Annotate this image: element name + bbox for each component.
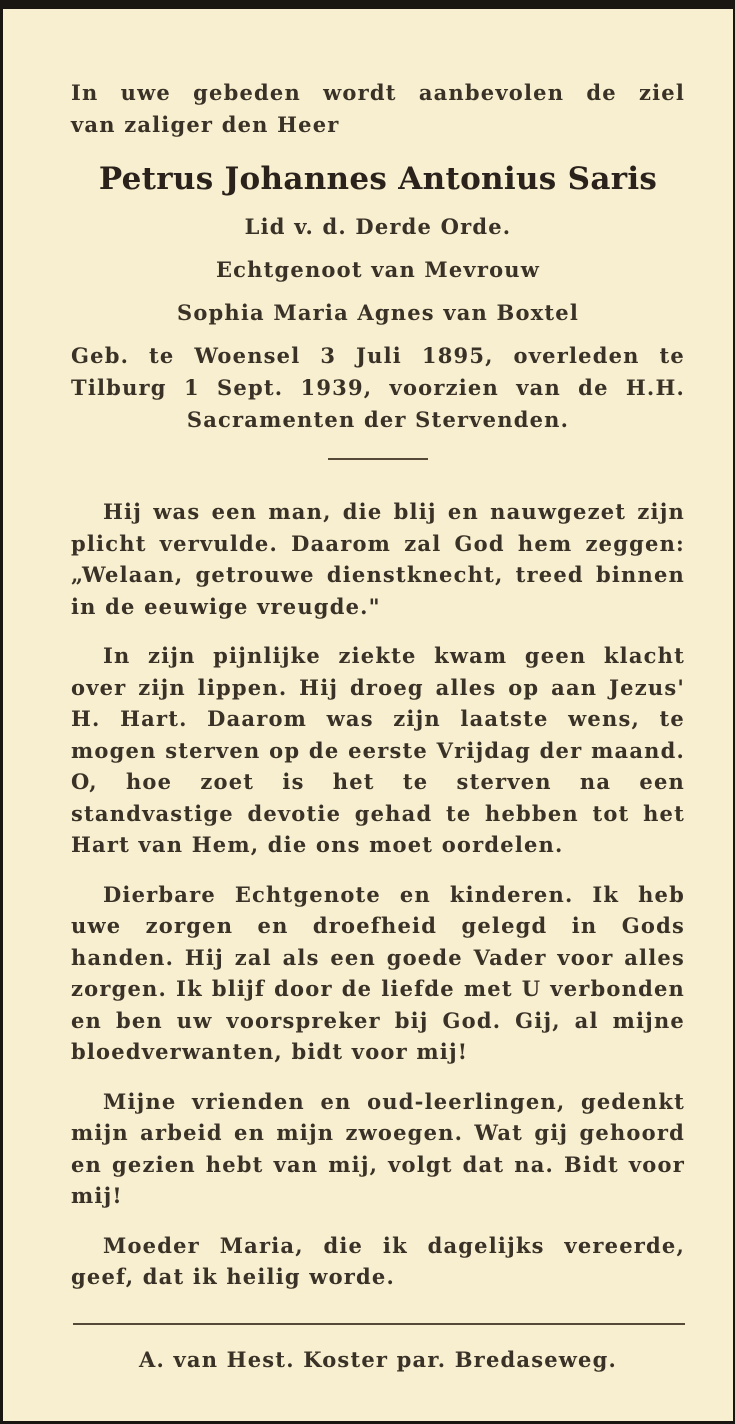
paragraph-4: Mijne vrienden en oud-leerlingen, gedenkt mijn arbeid en mijn zwoegen. Wat gij gehoord en gezien hebt van mij, volgt dat na. Bidt voor mij! xyxy=(71,1088,685,1208)
deceased-name: Petrus Johannes Antonius Saris xyxy=(98,161,658,197)
spouse-name: Sophia Maria Agnes van Boxtel xyxy=(176,300,580,325)
memorial-card xyxy=(3,9,733,1421)
intro-line-1: In uwe gebeden wordt aanbevolen de ziel xyxy=(71,80,685,105)
paragraph-5: Moeder Maria, die ik dagelijks vereerde, geef, dat ik heilig worde. xyxy=(71,1232,685,1289)
spouse-label: Echtgenoot van Mevrouw xyxy=(215,257,541,282)
printer-credit: A. van Hest. Koster par. Bredaseweg. xyxy=(138,1346,618,1372)
birth-death-text: Geb. te Woensel 3 Juli 1895, overleden te Tilburg 1 Sept. 1939, voorzien van de H.H. Sacramenten der Stervenden. xyxy=(71,343,685,432)
footer-divider xyxy=(73,1323,685,1325)
paragraph-1: Hij was een man, die blij en nauwgezet zijn plicht vervulde. Daarom zal God hem zeggen: „Welaan, getrouwe dienstknecht, treed binnen in de eeuwige vreugde." xyxy=(71,499,685,619)
intro-line-2: van zaliger den Heer xyxy=(71,112,340,137)
short-divider xyxy=(328,458,428,460)
paragraph-2: In zijn pijnlijke ziekte kwam geen klacht over zijn lippen. Hij droeg alles op aan Jezus' H. Hart. Daarom was zijn laatste wens, te mogen sterven op de eerste Vrijdag der maand. O, hoe zoet is het te sterven na een standvastige devotie gehad te hebben tot het Hart van Hem, die ons moet oordelen. xyxy=(71,643,685,857)
paragraph-3: Dierbare Echtgenote en kinderen. Ik heb uwe zorgen en droefheid gelegd in Gods handen. Hij zal als een goede Vader voor alles zorgen. Ik blijf door de liefde met U verbonden en ben uw voorspreker bij God. Gij, al mijne bloedverwanten, bidt voor mij! xyxy=(71,881,685,1064)
order-membership: Lid v. d. Derde Orde. xyxy=(244,214,512,239)
